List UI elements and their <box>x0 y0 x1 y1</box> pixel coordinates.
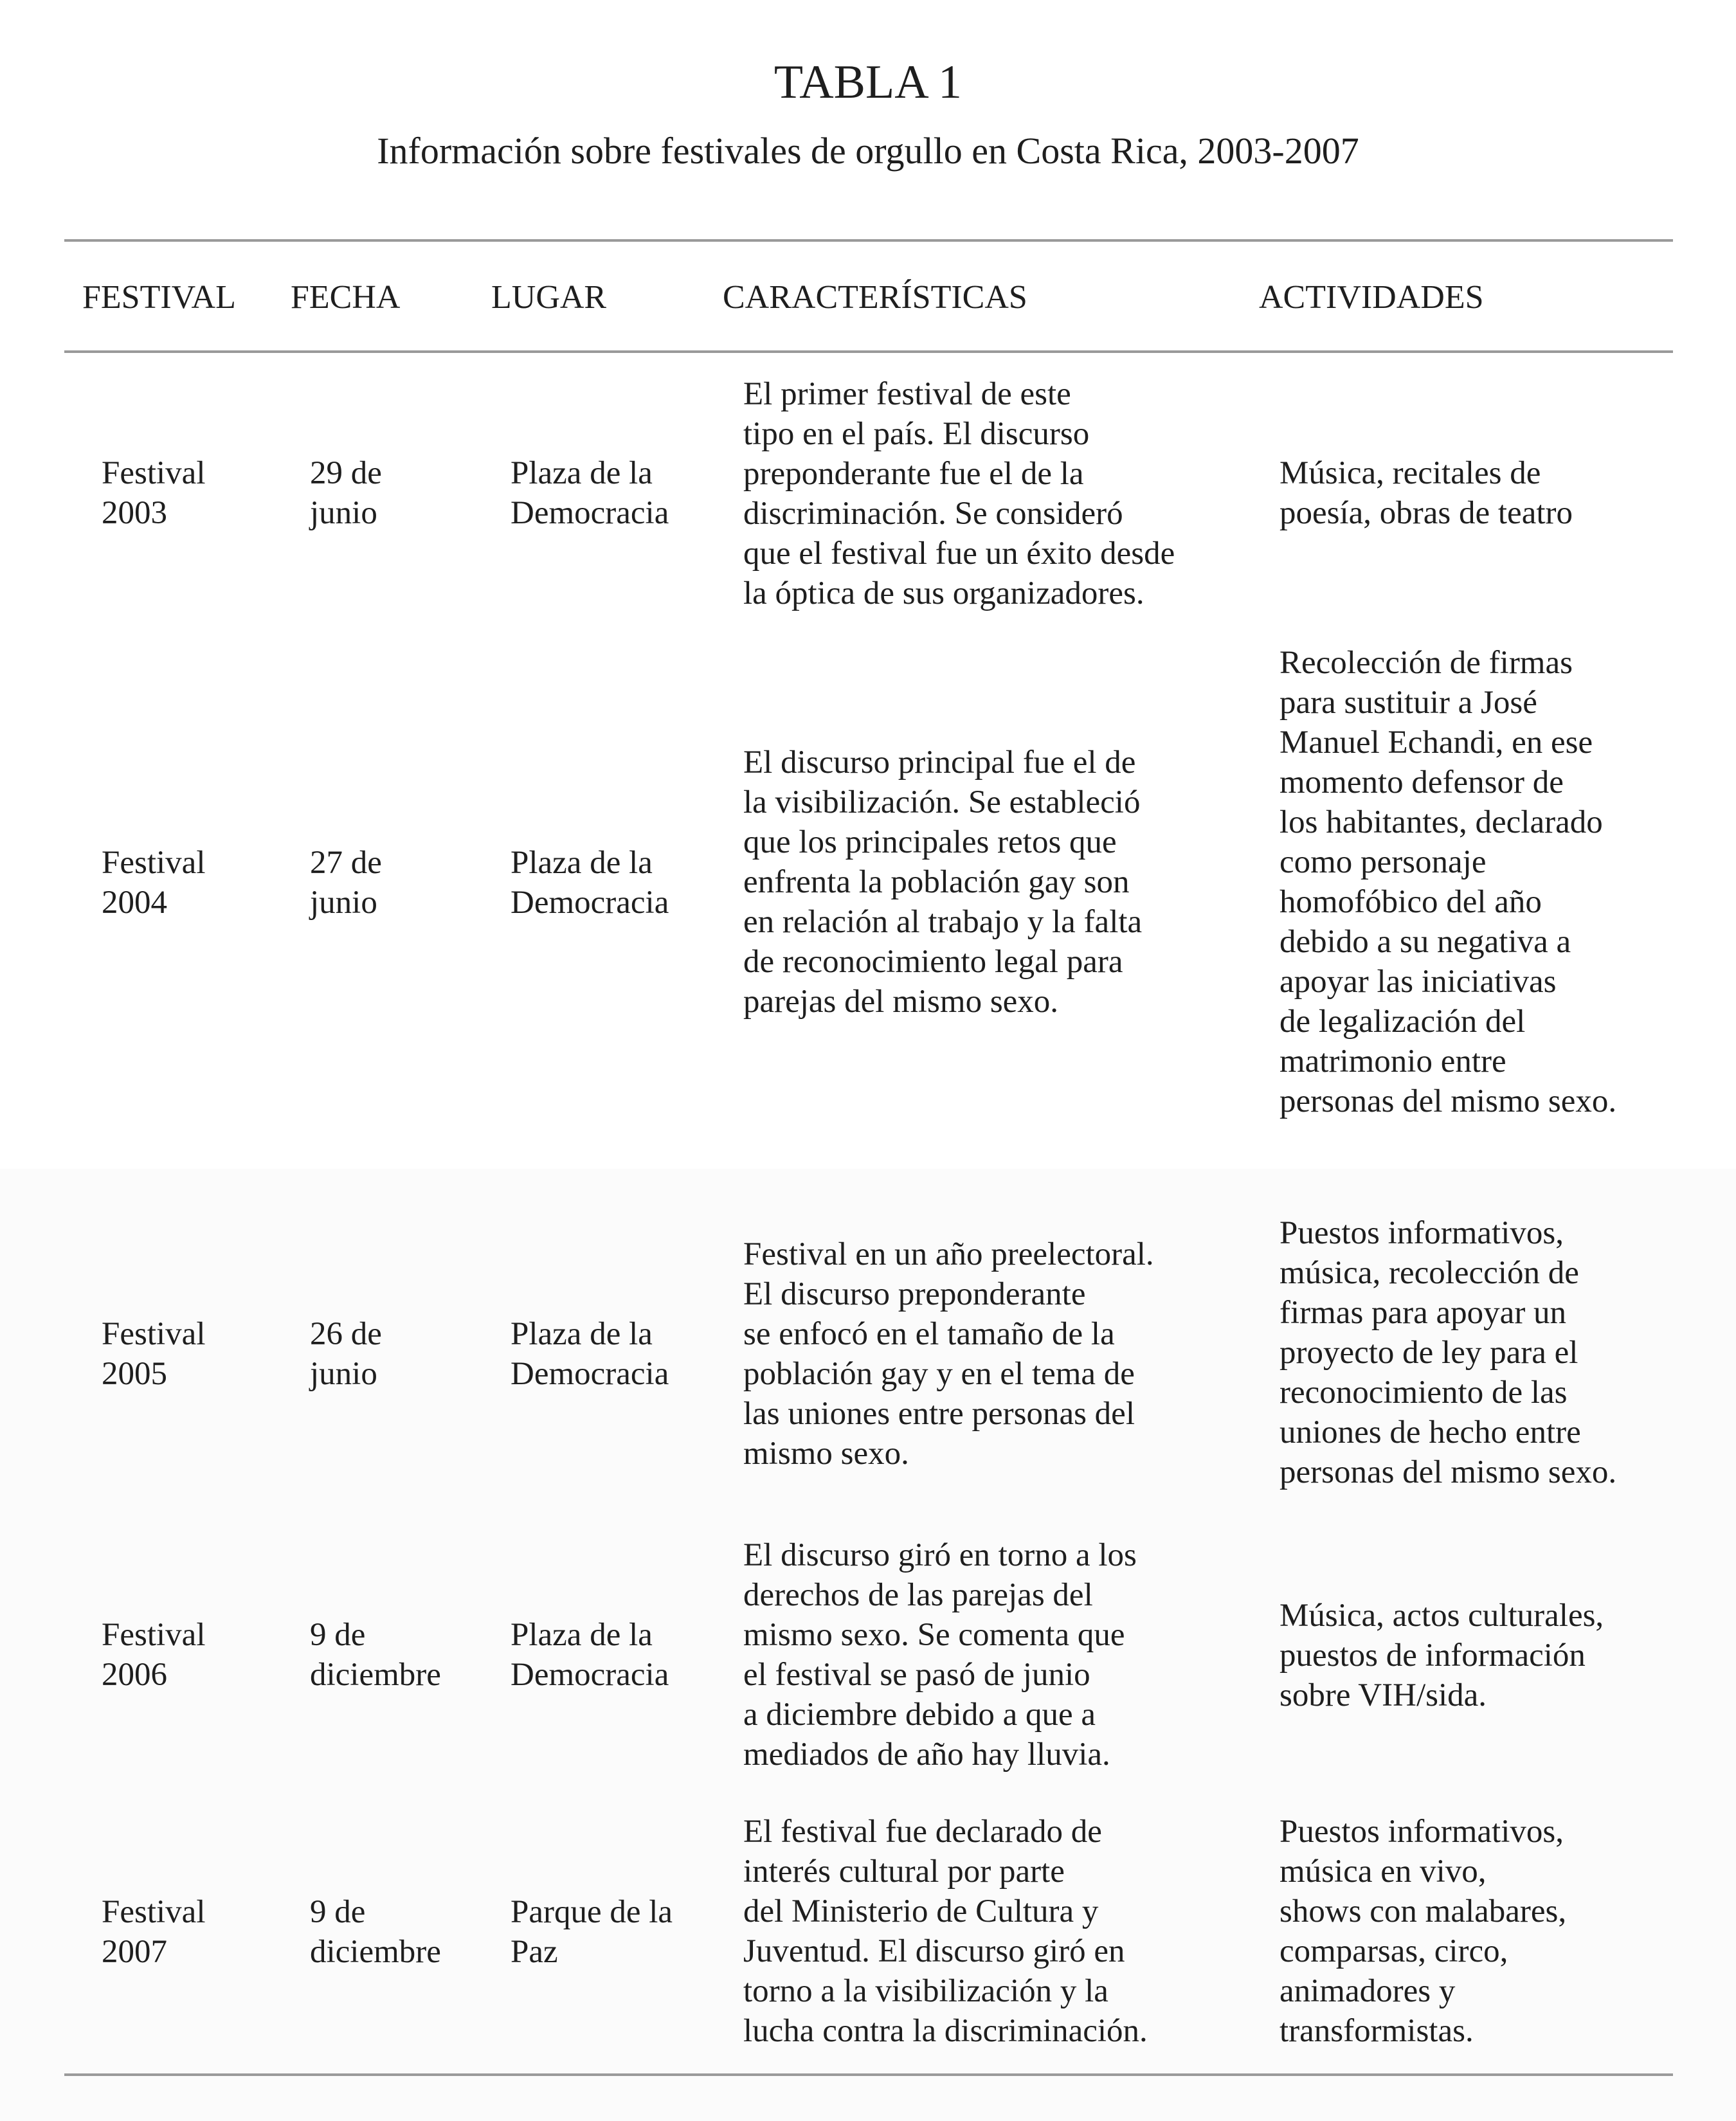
cell-caracteristicas: El primer festival de este tipo en el país. El discurso preponderante fue el de la discriminación. Se consideró que el festival fue un éxito desde la óptica de sus organizadores. <box>743 376 1175 611</box>
cell-festival: Festival 2006 <box>102 1617 206 1693</box>
table-subtitle: Información sobre festivales de orgullo en Costa Rica, 2003-2007 <box>377 130 1359 172</box>
cell-festival: Festival 2005 <box>102 1316 206 1392</box>
header-fecha: FECHA <box>291 279 401 316</box>
cell-fecha: 29 de junio <box>310 455 382 531</box>
cell-actividades: Música, actos culturales, puestos de información sobre VIH/sida. <box>1279 1598 1604 1713</box>
cell-lugar: Plaza de la Democracia <box>511 1617 669 1693</box>
top-rule <box>64 239 1673 242</box>
cell-caracteristicas: El festival fue declarado de interés cultural por parte del Ministerio de Cultura y Juventud. El discurso giró en torno a la visibilización y la lucha contra la discriminación. <box>743 1814 1148 2049</box>
header-festival: FESTIVAL <box>82 279 236 316</box>
cell-actividades: Puestos informativos, música en vivo, shows con malabares, comparsas, circo, animadores y transformistas. <box>1279 1814 1567 2049</box>
cell-lugar: Plaza de la Democracia <box>511 845 669 921</box>
bottom-rule <box>64 2073 1673 2076</box>
cell-fecha: 27 de junio <box>310 845 382 921</box>
cell-lugar: Plaza de la Democracia <box>511 455 669 531</box>
header-lugar: LUGAR <box>491 279 607 316</box>
cell-actividades: Música, recitales de poesía, obras de teatro <box>1279 455 1573 531</box>
cell-actividades: Recolección de firmas para sustituir a José Manuel Echandi, en ese momento defensor de los habitantes, declarado como personaje homofóbico del año debido a su negativa a apoyar las iniciativas de legalización del matrimonio entre personas del mismo sexo. <box>1279 645 1617 1119</box>
cell-fecha: 9 de diciembre <box>310 1894 441 1970</box>
cell-actividades: Puestos informativos, música, recolección de firmas para apoyar un proyecto de ley para el reconocimiento de las uniones de hecho entre personas del mismo sexo. <box>1279 1215 1617 1490</box>
cell-lugar: Parque de la Paz <box>511 1894 673 1970</box>
cell-festival: Festival 2007 <box>102 1894 206 1970</box>
header-caracteristicas: CARACTERÍSTICAS <box>723 279 1027 316</box>
cell-fecha: 26 de junio <box>310 1316 382 1392</box>
cell-caracteristicas: El discurso principal fue el de la visibilización. Se estableció que los principales retos que enfrenta la población gay son en relación al trabajo y la falta de reconocimiento legal para parejas del mismo sexo. <box>743 745 1143 1020</box>
header-actividades: ACTIVIDADES <box>1259 279 1484 316</box>
cell-caracteristicas: El discurso giró en torno a los derechos de las parejas del mismo sexo. Se comenta que el festival se pasó de junio a diciembre debido a que a mediados de año hay lluvia. <box>743 1537 1137 1773</box>
cell-fecha: 9 de diciembre <box>310 1617 441 1693</box>
cell-caracteristicas: Festival en un año preelectoral. El discurso preponderante se enfocó en el tamaño de la población gay y en el tema de las uniones entre personas del mismo sexo. <box>743 1236 1154 1472</box>
header-rule <box>64 350 1673 353</box>
cell-festival: Festival 2003 <box>102 455 206 531</box>
cell-lugar: Plaza de la Democracia <box>511 1316 669 1392</box>
table-title: TABLA 1 <box>773 56 963 109</box>
cell-festival: Festival 2004 <box>102 845 206 921</box>
